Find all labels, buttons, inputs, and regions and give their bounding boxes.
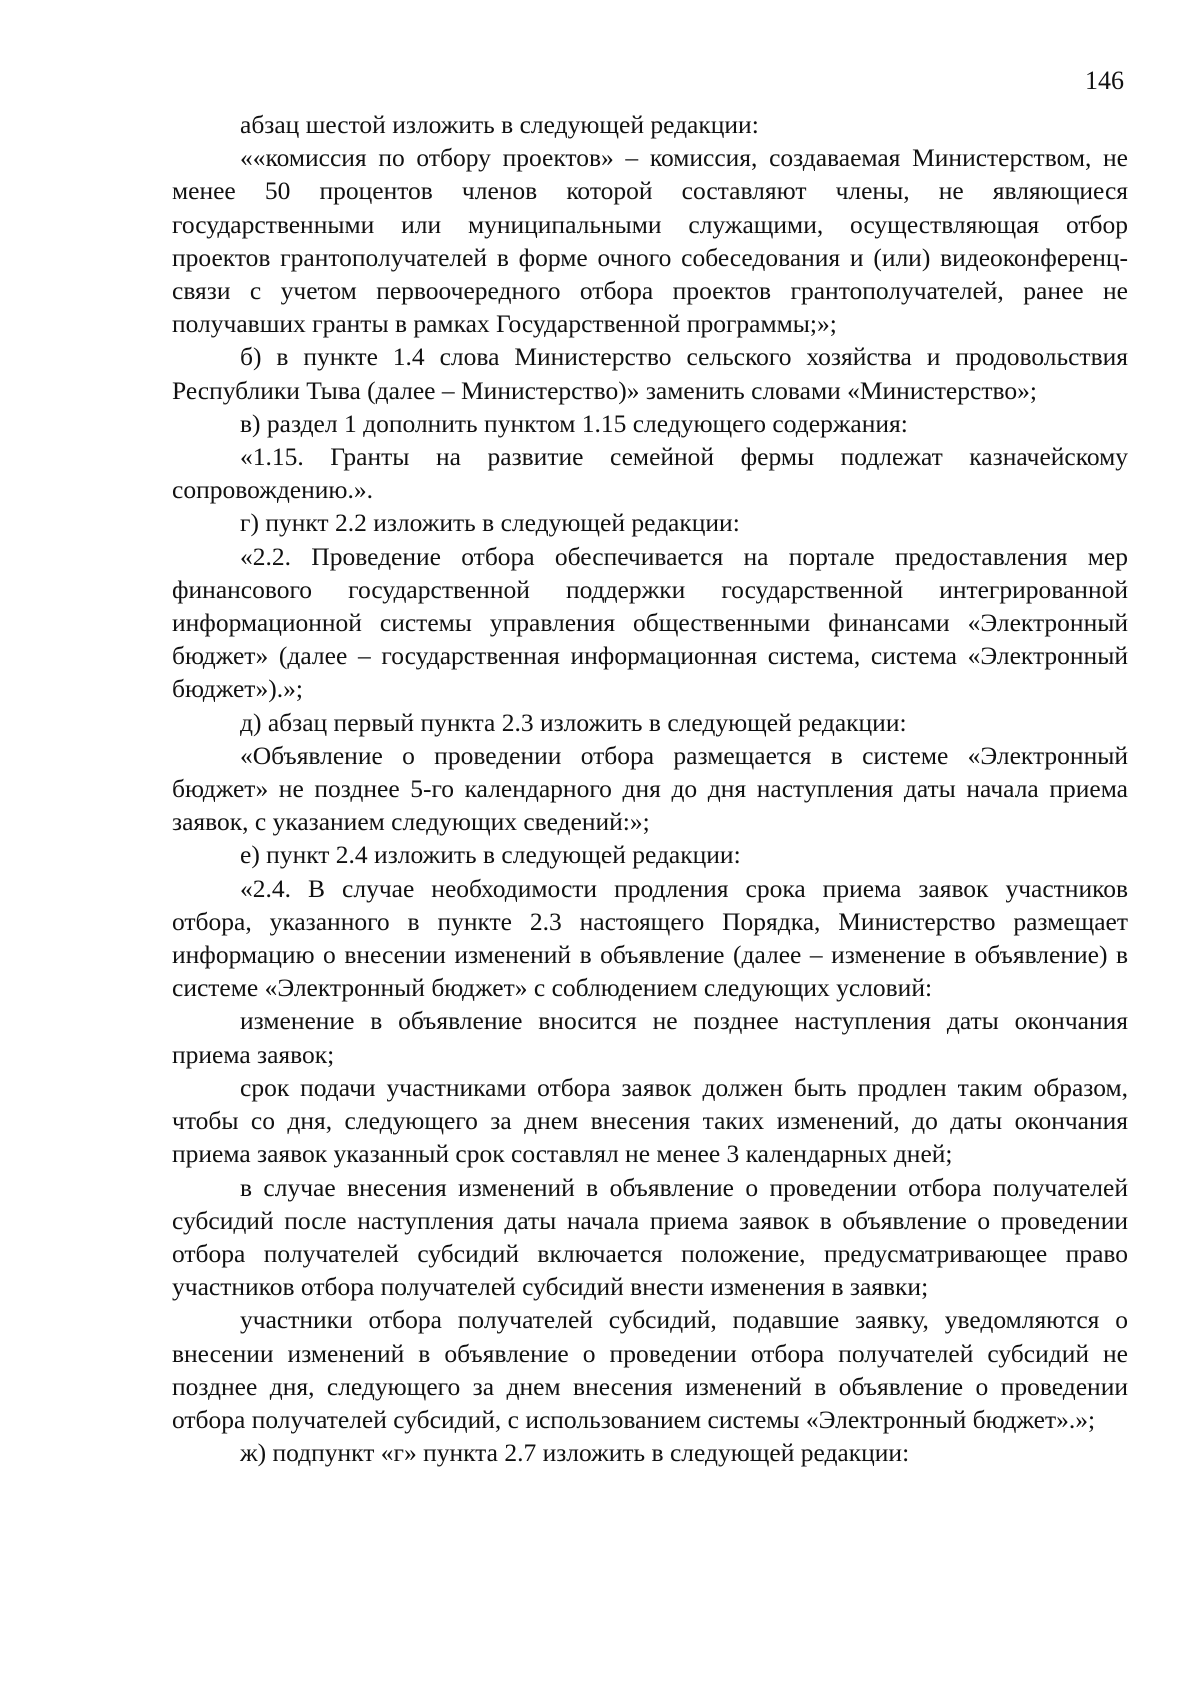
paragraph-12: изменение в объявление вносится не позднее наступления даты окончания приема заявок; <box>172 1006 1128 1069</box>
paragraph-6: г) пункт 2.2 изложить в следующей редакции: <box>240 508 740 538</box>
paragraph-11: «2.4. В случае необходимости продления срока приема заявок участников отбора, указанного в пункте 2.3 настоящего Порядка, Министерство размещает информацию о внесении изменений в объявление (далее – изменение в объявление) в системе «Электронный бюджет» с соблюдением следующих условий: <box>172 873 1128 1003</box>
document-body <box>172 108 1128 1469</box>
paragraph-10: е) пункт 2.4 изложить в следующей редакции: <box>240 840 741 870</box>
page-number: 146 <box>1085 66 1124 95</box>
paragraph-16: ж) подпункт «г» пункта 2.7 изложить в следующей редакции: <box>240 1438 910 1468</box>
paragraph-7: «2.2. Проведение отбора обеспечивается на портале предоставления мер финансового государственной поддержки государственной интегрированной информационной системы управления общественными финансами «Электронный бюджет» (далее – государственная информационная система, система «Электронный бюджет»).»; <box>172 541 1128 704</box>
paragraph-2: ««комиссия по отбору проектов» – комиссия, создаваемая Министерством, не менее 50 процентов членов которой составляют члены, не являющиеся государственными или муниципальными служащими, осуществляющая отбор проектов грантополучателей в форме очного собеседования и (или) видеоконференц-связи с учетом первоочередного отбора проектов грантополучателей, ранее не получавших гранты в рамках Государственной программы;»; <box>172 143 1128 339</box>
paragraph-1: абзац шестой изложить в следующей редакции: <box>240 110 759 139</box>
paragraph-4: в) раздел 1 дополнить пунктом 1.15 следующего содержания: <box>240 408 908 438</box>
paragraph-9: «Объявление о проведении отбора размещается в системе «Электронный бюджет» не позднее 5-го календарного дня до дня наступления даты начала приема заявок, с указанием следующих сведений:»; <box>172 740 1128 837</box>
paragraph-14: в случае внесения изменений в объявление о проведении отбора получателей субсидий после наступления даты начала приема заявок в объявление о проведении отбора получателей субсидий включается положение, предусматривающее право участников отбора получателей субсидий внести изменения в заявки; <box>172 1172 1128 1302</box>
paragraph-8: д) абзац первый пункта 2.3 изложить в следующей редакции: <box>240 707 907 737</box>
paragraph-15: участники отбора получателей субсидий, подавшие заявку, уведомляются о внесении изменений в объявление о проведении отбора получателей субсидий не позднее дня, следующего за днем внесения изменений в объявление о проведении отбора получателей субсидий, с использованием системы «Электронный бюджет».»; <box>172 1305 1128 1434</box>
paragraph-5: «1.15. Гранты на развитие семейной фермы подлежат казначейскому сопровождению.». <box>172 442 1128 505</box>
paragraph-3: б) в пункте 1.4 слова Министерство сельского хозяйства и продовольствия Республики Тыва (далее – Министерство)» заменить словами «Министерство»; <box>172 342 1128 405</box>
paragraph-13: срок подачи участниками отбора заявок должен быть продлен таким образом, чтобы со дня, следующего за днем внесения таких изменений, до даты окончания приема заявок указанный срок составлял не менее 3 календарных дней; <box>172 1072 1128 1169</box>
